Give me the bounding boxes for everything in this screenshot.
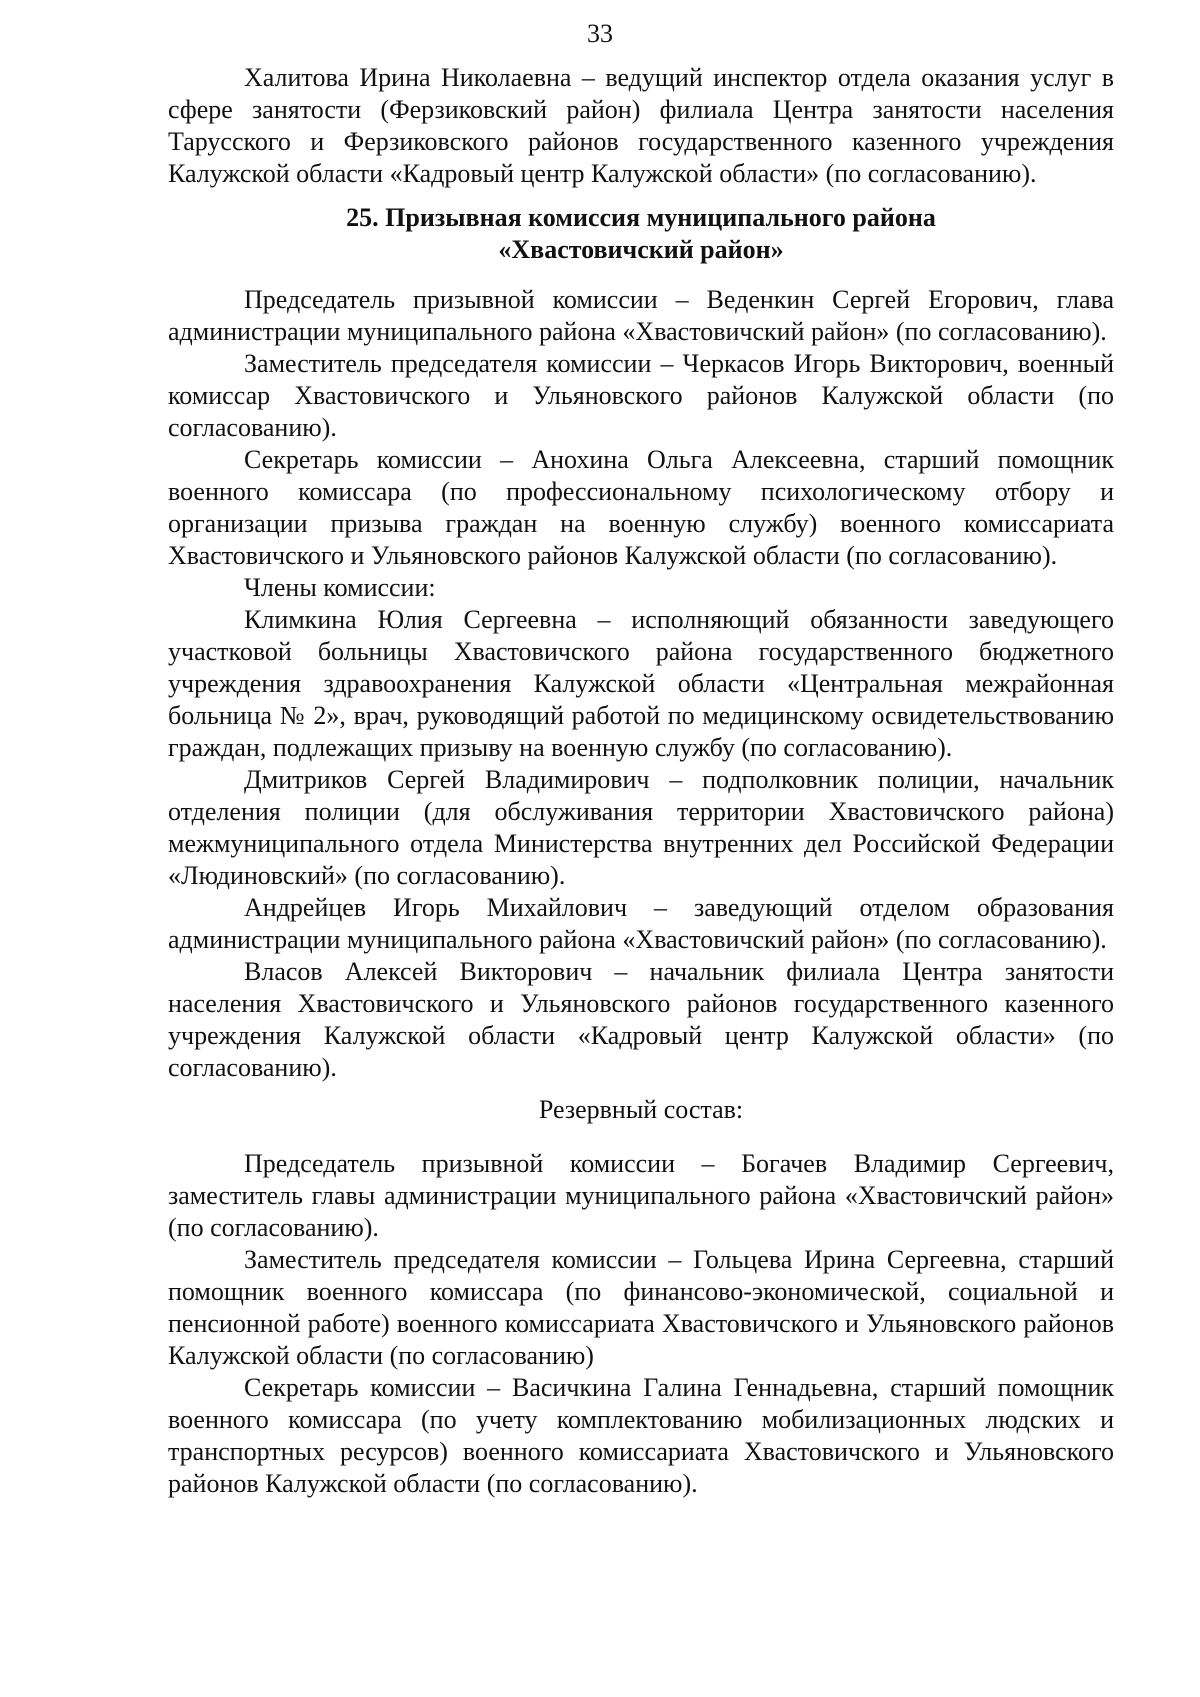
page-number: 33 bbox=[587, 19, 613, 48]
intro-paragraph: Халитова Ирина Николаевна – ведущий инспектор отдела оказания услуг в сфере занятости (Ферзиковский район) филиала Центра занятости населения Тарусского и Ферзиковского районов государственного казенного учреждения Калужской области «Кадровый центр Калужской области» (по согласованию). bbox=[168, 63, 1114, 188]
section-title-line1: 25. Призывная комиссия муниципального района bbox=[346, 203, 936, 232]
member-paragraph: Власов Алексей Викторович – начальник филиала Центра занятости населения Хвастовичского и Ульяновского районов государственного казенного учреждения Калужской области «Кадровый центр Калужской области» (по согласованию). bbox=[168, 957, 1114, 1082]
reserve-composition bbox=[168, 1148, 1114, 1500]
secretary-paragraph: Секретарь комиссии – Анохина Ольга Алексеевна, старший помощник военного комиссара (по профессиональному психологическому отбору и организации призыва граждан на военную службу) военного комиссариата Хвастовичского и Ульяновского районов Калужской области (по согласованию). bbox=[168, 445, 1114, 570]
member-paragraph: Андрейцев Игорь Михайлович – заведующий отделом образования администрации муниципального района «Хвастовичский район» (по согласованию). bbox=[168, 893, 1114, 954]
deputy-paragraph: Заместитель председателя комиссии – Черкасов Игорь Викторович, военный комиссар Хвастовичского и Ульяновского районов Калужской области (по согласованию). bbox=[168, 349, 1114, 442]
reserve-chairman-paragraph: Председатель призывной комиссии – Богачев Владимир Сергеевич, заместитель главы администрации муниципального района «Хвастовичский район» (по согласованию). bbox=[168, 1149, 1114, 1242]
members-label: Члены комиссии: bbox=[244, 573, 436, 602]
member-paragraph: Климкина Юлия Сергеевна – исполняющий обязанности заведующего участковой больницы Хвастовичского района государственного бюджетного учреждения здравоохранения Калужской области «Центральная межрайонная больница № 2», врач, руководящий работой по медицинскому освидетельствованию граждан, подлежащих призыву на военную службу (по согласованию). bbox=[168, 605, 1114, 762]
member-paragraph: Дмитриков Сергей Владимирович – подполковник полиции, начальник отделения полиции (для обслуживания территории Хвастовичского района) межмуниципального отдела Министерства внутренних дел Российской Федерации «Людиновский» (по согласованию). bbox=[168, 765, 1114, 890]
intro-block bbox=[168, 62, 1114, 190]
main-composition bbox=[168, 284, 1114, 1084]
reserve-label: Резервный состав: bbox=[538, 1095, 744, 1124]
reserve-secretary-paragraph: Секретарь комиссии – Васичкина Галина Геннадьевна, старший помощник военного комиссара (по учету комплектованию мобилизационных людских и транспортных ресурсов) военного комиссариата Хвастовичского и Ульяновского районов Калужской области (по согласованию). bbox=[168, 1373, 1114, 1498]
chairman-paragraph: Председатель призывной комиссии – Веденкин Сергей Егорович, глава администрации муниципального района «Хвастовичский район» (по согласованию). bbox=[168, 285, 1114, 346]
reserve-deputy-paragraph: Заместитель председателя комиссии – Гольцева Ирина Сергеевна, старший помощник военного комиссара (по финансово-экономической, социальной и пенсионной работе) военного комиссариата Хвастовичского и Ульяновского районов Калужской области (по согласованию) bbox=[168, 1245, 1114, 1370]
section-title-line2: «Хвастовичский район» bbox=[498, 235, 784, 264]
